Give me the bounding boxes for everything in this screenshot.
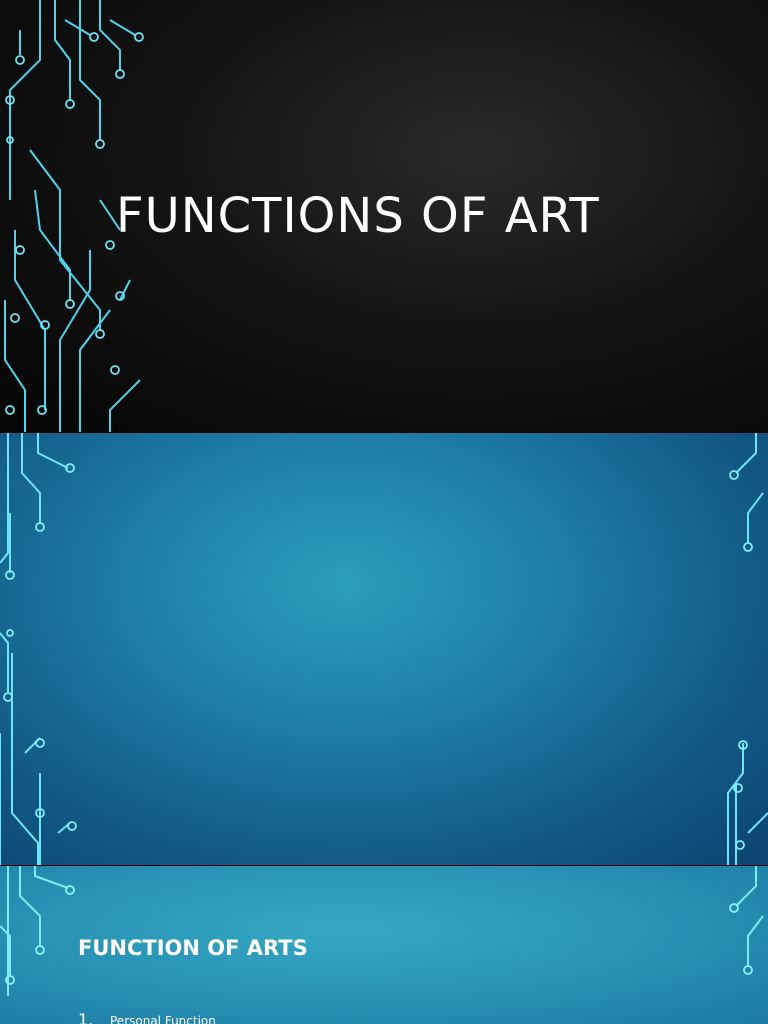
list-item <box>78 1010 216 1024</box>
content-slide[interactable] <box>0 866 768 1024</box>
content-slide[interactable] <box>0 433 768 865</box>
numbered-list <box>78 1010 216 1024</box>
list-number: 1. <box>78 1010 94 1024</box>
circuit-decoration-icon <box>0 433 80 865</box>
circuit-decoration-icon <box>708 433 768 865</box>
slide-heading: FUNCTION OF ARTS <box>78 936 308 960</box>
circuit-decoration-icon <box>0 866 80 1024</box>
list-item-label: Personal Function <box>110 1014 216 1024</box>
circuit-decoration-icon <box>708 866 768 1024</box>
slide-title: FUNCTIONS OF ART <box>116 188 600 244</box>
title-slide[interactable] <box>0 0 768 432</box>
